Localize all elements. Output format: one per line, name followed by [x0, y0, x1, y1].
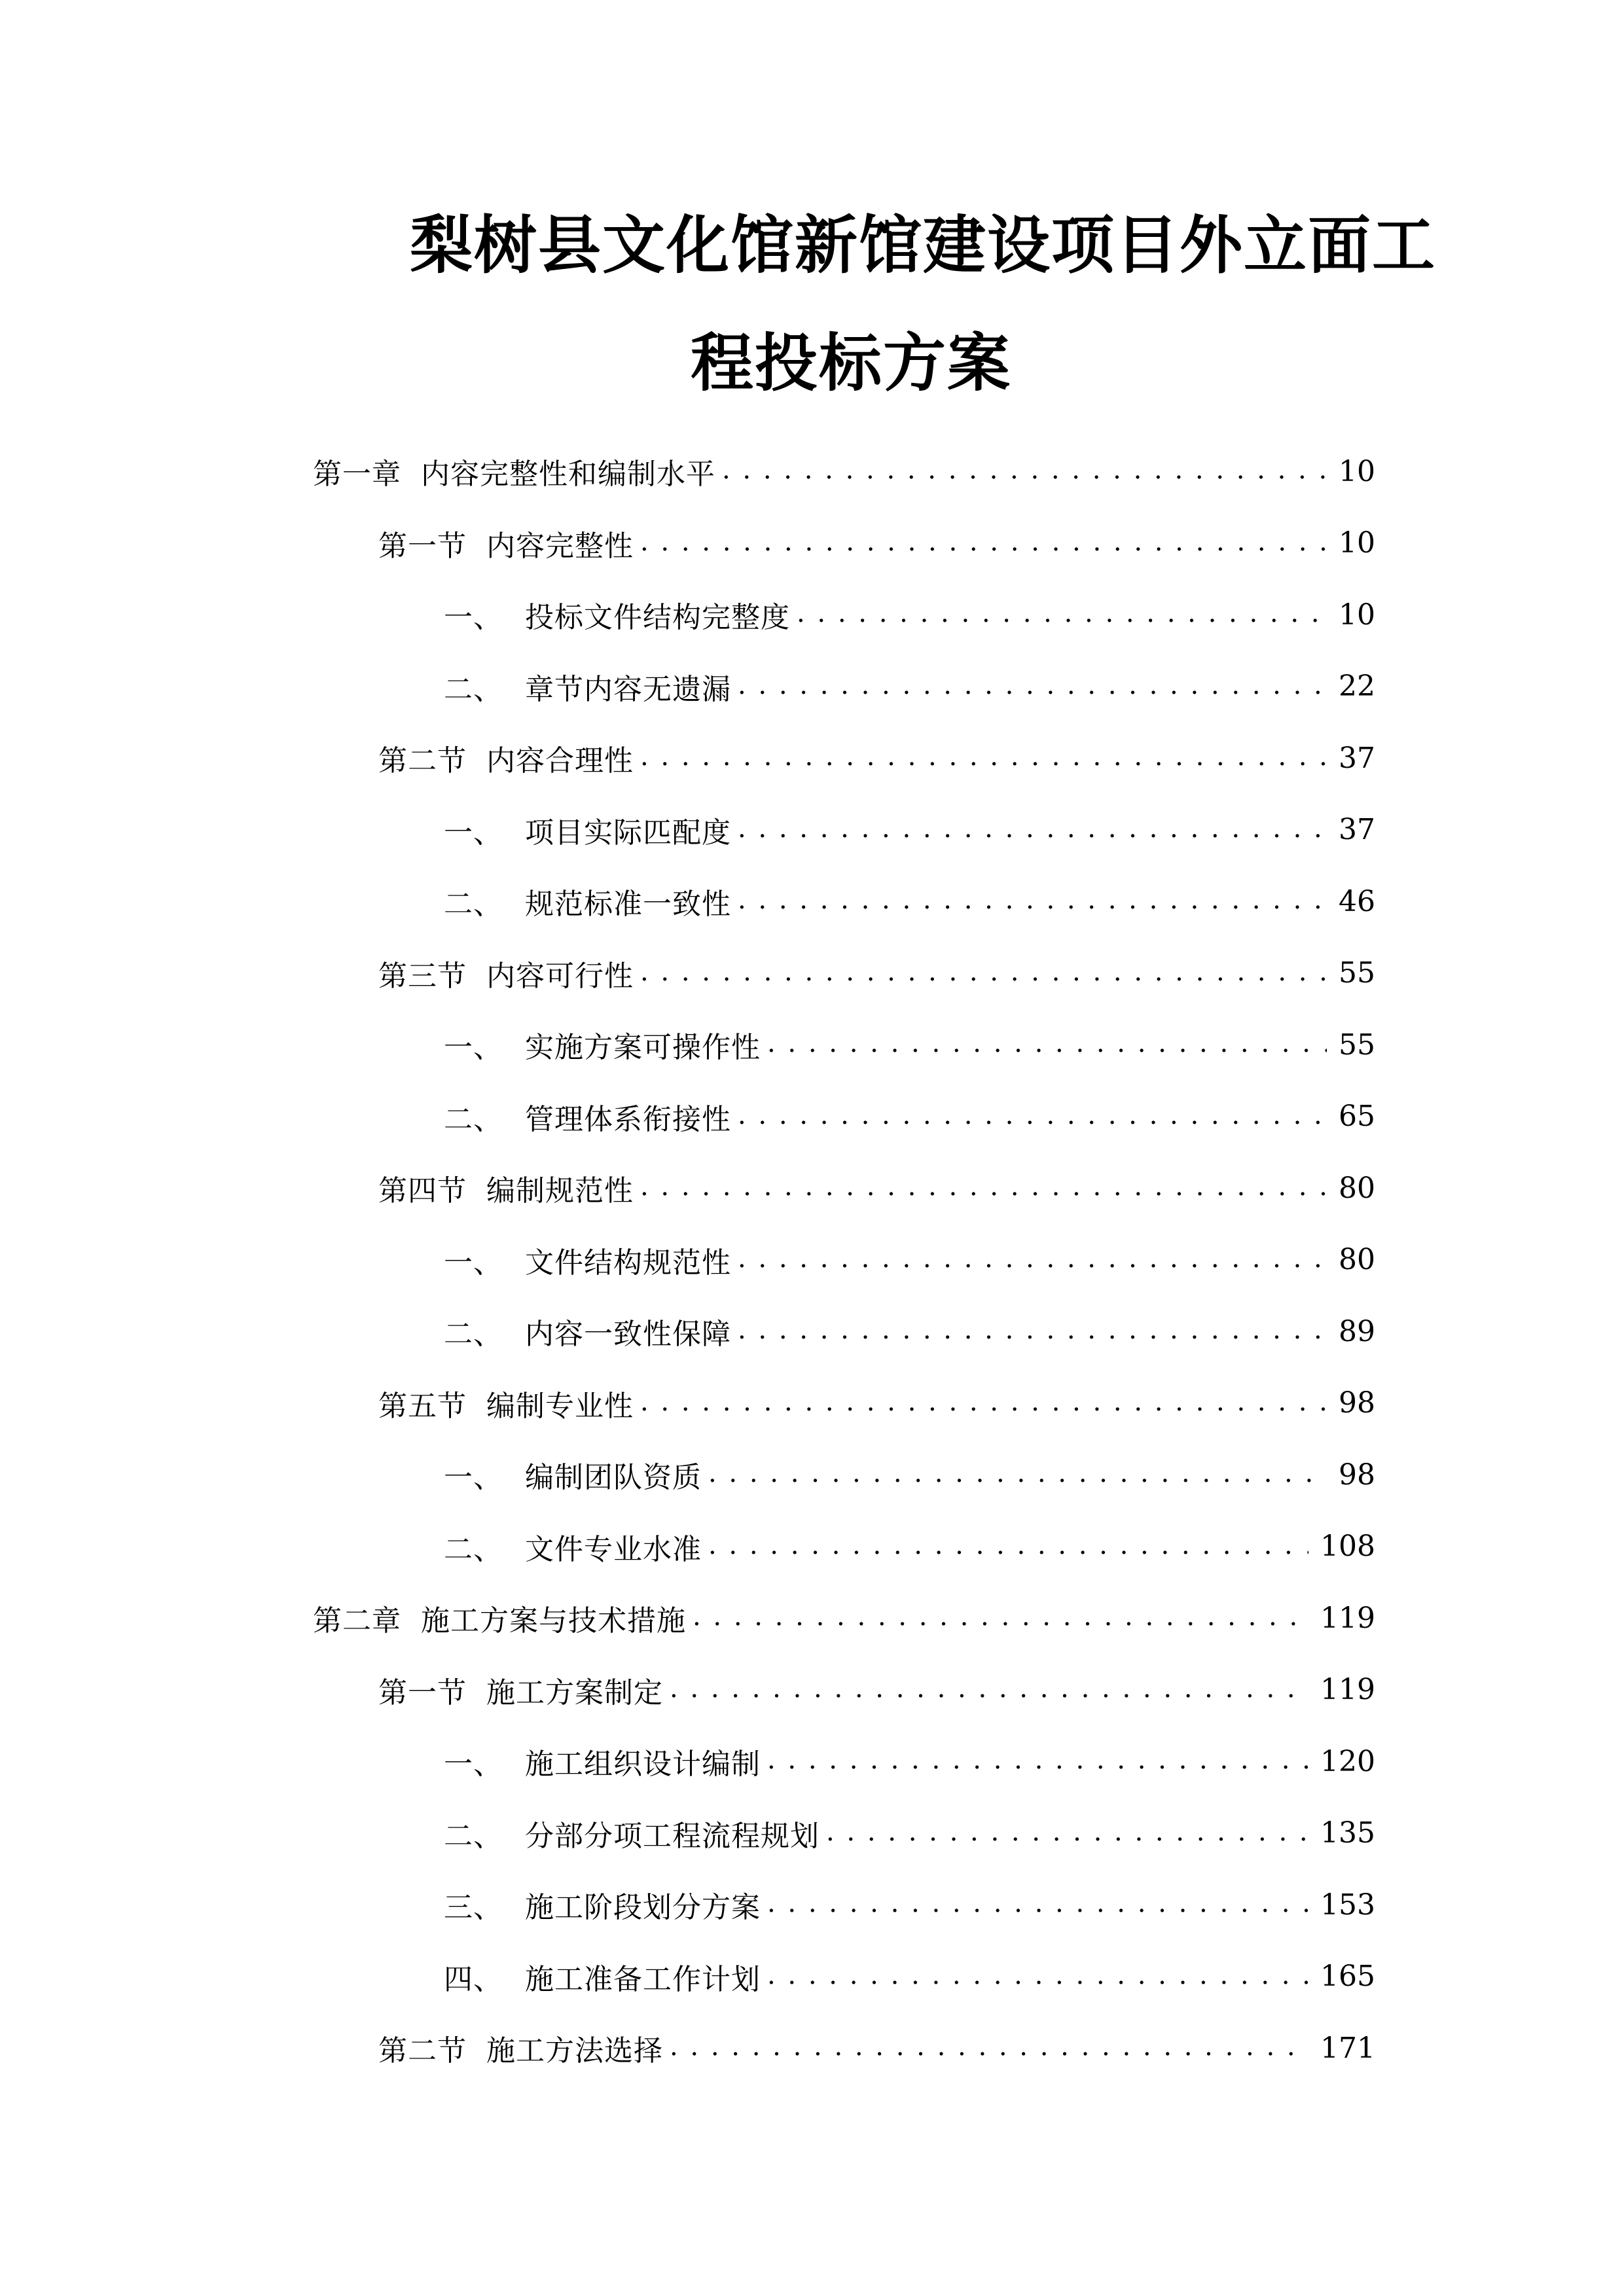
toc-entry[interactable] [313, 1582, 1375, 1654]
toc-dot-leader [640, 722, 1327, 794]
toc-entry-page-number: 98 [1339, 1386, 1375, 1420]
toc-entry-label [378, 737, 640, 779]
document-title-line-1: 梨树县文化馆新馆建设项目外立面工 [410, 208, 1436, 282]
toc-entry-page-number: 89 [1339, 1314, 1375, 1348]
toc-entry-label [444, 1454, 708, 1496]
toc-entry-text: 编制规范性 [486, 1174, 634, 1208]
toc-entry-text: 项目实际匹配度 [525, 816, 731, 850]
toc-entry-page-number: 120 [1320, 1744, 1375, 1778]
toc-entry-label [444, 1812, 826, 1854]
toc-entry-number: 二、 [444, 1318, 503, 1351]
toc-dot-leader [640, 937, 1327, 1009]
toc-dot-leader [670, 2012, 1308, 2084]
toc-entry-page-number: 22 [1339, 670, 1375, 703]
toc-entry[interactable] [444, 1295, 1375, 1367]
toc-dot-leader [797, 579, 1327, 651]
toc-entry-label [444, 1526, 708, 1568]
toc-entry-label [313, 1597, 693, 1639]
toc-dot-leader [738, 865, 1327, 937]
toc-entry-page-number: 55 [1339, 956, 1375, 990]
toc-entry-number: 第五节 [378, 1389, 467, 1423]
toc-entry-label [378, 1167, 640, 1209]
toc-entry-text: 管理体系衔接性 [525, 1102, 731, 1136]
toc-dot-leader [738, 1081, 1327, 1153]
toc-entry[interactable] [378, 2012, 1375, 2084]
toc-entry-page-number: 80 [1339, 1171, 1375, 1205]
toc-entry-page-number: 10 [1339, 526, 1375, 560]
toc-entry-text: 内容一致性保障 [525, 1318, 731, 1351]
toc-entry[interactable] [444, 651, 1375, 723]
toc-entry-number: 一、 [444, 1246, 503, 1280]
toc-entry[interactable] [444, 1224, 1375, 1296]
toc-entry-text: 文件专业水准 [525, 1532, 702, 1566]
toc-entry-page-number: 65 [1339, 1100, 1375, 1133]
toc-dot-leader [640, 1152, 1327, 1224]
toc-dot-leader [738, 794, 1327, 866]
toc-entry-number: 第一节 [378, 529, 467, 563]
toc-entry-label [444, 1096, 738, 1138]
toc-entry[interactable] [378, 722, 1375, 794]
toc-entry-page-number: 46 [1339, 884, 1375, 918]
toc-entry[interactable] [378, 1152, 1375, 1224]
toc-entry-number: 第四节 [378, 1174, 467, 1208]
toc-entry-number: 四、 [444, 1962, 503, 1996]
toc-entry-text: 章节内容无遗漏 [525, 672, 731, 706]
toc-entry-text: 编制团队资质 [525, 1461, 702, 1494]
toc-entry-label [444, 1310, 738, 1352]
toc-entry-label [378, 1669, 670, 1711]
toc-entry-number: 一、 [444, 1031, 503, 1064]
toc-entry[interactable] [444, 1439, 1375, 1511]
toc-dot-leader [767, 1941, 1308, 2013]
toc-entry-page-number: 80 [1339, 1243, 1375, 1276]
toc-entry-text: 施工方法选择 [486, 2034, 663, 2068]
toc-entry-text: 内容完整性 [486, 529, 634, 563]
toc-entry-number: 第一节 [378, 1676, 467, 1710]
toc-entry-number: 二、 [444, 1102, 503, 1136]
toc-entry[interactable] [444, 865, 1375, 937]
toc-dot-leader [693, 1582, 1308, 1654]
toc-entry-number: 第三节 [378, 959, 467, 993]
toc-entry-number: 二、 [444, 672, 503, 706]
toc-dot-leader [670, 1654, 1308, 1726]
toc-entry-text: 内容合理性 [486, 744, 634, 778]
toc-entry-label [378, 2027, 670, 2069]
toc-entry-number: 一、 [444, 816, 503, 850]
toc-entry[interactable] [378, 1654, 1375, 1726]
toc-dot-leader [722, 435, 1327, 507]
toc-entry-number: 第二节 [378, 2034, 467, 2068]
toc-entry-label [444, 1740, 767, 1782]
toc-entry-label [313, 450, 722, 492]
toc-entry[interactable] [444, 1869, 1375, 1941]
toc-entry-text: 施工方案制定 [486, 1676, 663, 1710]
toc-dot-leader [708, 1439, 1327, 1511]
toc-entry-page-number: 98 [1339, 1458, 1375, 1492]
toc-entry-page-number: 153 [1320, 1888, 1375, 1922]
toc-dot-leader [826, 1797, 1308, 1869]
toc-dot-leader [738, 651, 1327, 723]
toc-entry-label [444, 809, 738, 851]
toc-entry[interactable] [313, 435, 1375, 507]
toc-entry[interactable] [444, 1081, 1375, 1153]
toc-entry-text: 实施方案可操作性 [525, 1031, 761, 1064]
toc-entry[interactable] [444, 1941, 1375, 2013]
toc-entry-number: 二、 [444, 888, 503, 921]
toc-entry-text: 文件结构规范性 [525, 1246, 731, 1280]
toc-dot-leader [738, 1295, 1327, 1367]
toc-entry-label [378, 1382, 640, 1424]
toc-entry-page-number: 10 [1339, 598, 1375, 632]
toc-entry-page-number: 135 [1320, 1816, 1375, 1850]
toc-entry-page-number: 171 [1320, 2031, 1375, 2065]
toc-entry-label [444, 666, 738, 708]
toc-entry-text: 施工方案与技术措施 [421, 1604, 686, 1638]
toc-entry[interactable] [444, 1797, 1375, 1869]
toc-entry-label [444, 1956, 767, 1998]
toc-entry-label [444, 880, 738, 922]
toc-entry-number: 第一章 [313, 457, 401, 491]
toc-entry-page-number: 119 [1320, 1673, 1375, 1706]
toc-entry-number: 第二节 [378, 744, 467, 778]
toc-entry-text: 投标文件结构完整度 [525, 601, 790, 634]
toc-dot-leader [738, 1224, 1327, 1296]
toc-entry-page-number: 37 [1339, 813, 1375, 846]
toc-entry-page-number: 37 [1339, 741, 1375, 775]
toc-entry-number: 第二章 [313, 1604, 401, 1638]
toc-entry-number: 二、 [444, 1532, 503, 1566]
toc-dot-leader [767, 1869, 1308, 1941]
toc-entry[interactable] [378, 507, 1375, 579]
toc-entry-text: 分部分项工程流程规划 [525, 1819, 820, 1853]
toc-entry[interactable] [444, 794, 1375, 866]
toc-entry-text: 施工准备工作计划 [525, 1962, 761, 1996]
toc-entry-text: 规范标准一致性 [525, 888, 731, 921]
toc-entry[interactable] [444, 579, 1375, 651]
toc-entry-label [444, 1884, 767, 1926]
toc-entry[interactable] [444, 1009, 1375, 1081]
toc-dot-leader [708, 1511, 1308, 1583]
toc-entry-number: 一、 [444, 1748, 503, 1781]
toc-entry-page-number: 165 [1320, 1960, 1375, 1993]
toc-entry-number: 三、 [444, 1891, 503, 1924]
toc-entry[interactable] [444, 1725, 1375, 1797]
toc-entry-label [444, 1024, 767, 1066]
toc-entry[interactable] [378, 1367, 1375, 1439]
toc-entry-page-number: 119 [1320, 1601, 1375, 1635]
toc-entry-number: 一、 [444, 601, 503, 634]
document-title-line-2: 程投标方案 [691, 326, 1011, 400]
toc-entry-text: 内容可行性 [486, 959, 634, 993]
toc-entry-label [444, 1239, 738, 1281]
toc-dot-leader [640, 1367, 1327, 1439]
toc-entry-page-number: 55 [1339, 1028, 1375, 1062]
toc-entry-label [378, 952, 640, 994]
toc-entry-number: 二、 [444, 1819, 503, 1853]
toc-entry[interactable] [378, 937, 1375, 1009]
toc-dot-leader [767, 1009, 1327, 1081]
toc-entry-page-number: 10 [1339, 454, 1375, 488]
toc-entry-page-number: 108 [1320, 1530, 1375, 1563]
toc-entry-label [378, 522, 640, 564]
toc-entry-text: 施工阶段划分方案 [525, 1891, 761, 1924]
toc-entry-text: 施工组织设计编制 [525, 1748, 761, 1781]
toc-entry-text: 内容完整性和编制水平 [421, 457, 715, 491]
toc-entry-number: 一、 [444, 1461, 503, 1494]
toc-entry-label [444, 594, 797, 636]
toc-entry-text: 编制专业性 [486, 1389, 634, 1423]
toc-dot-leader [767, 1725, 1308, 1797]
toc-entry[interactable] [444, 1511, 1375, 1583]
toc-dot-leader [640, 507, 1327, 579]
